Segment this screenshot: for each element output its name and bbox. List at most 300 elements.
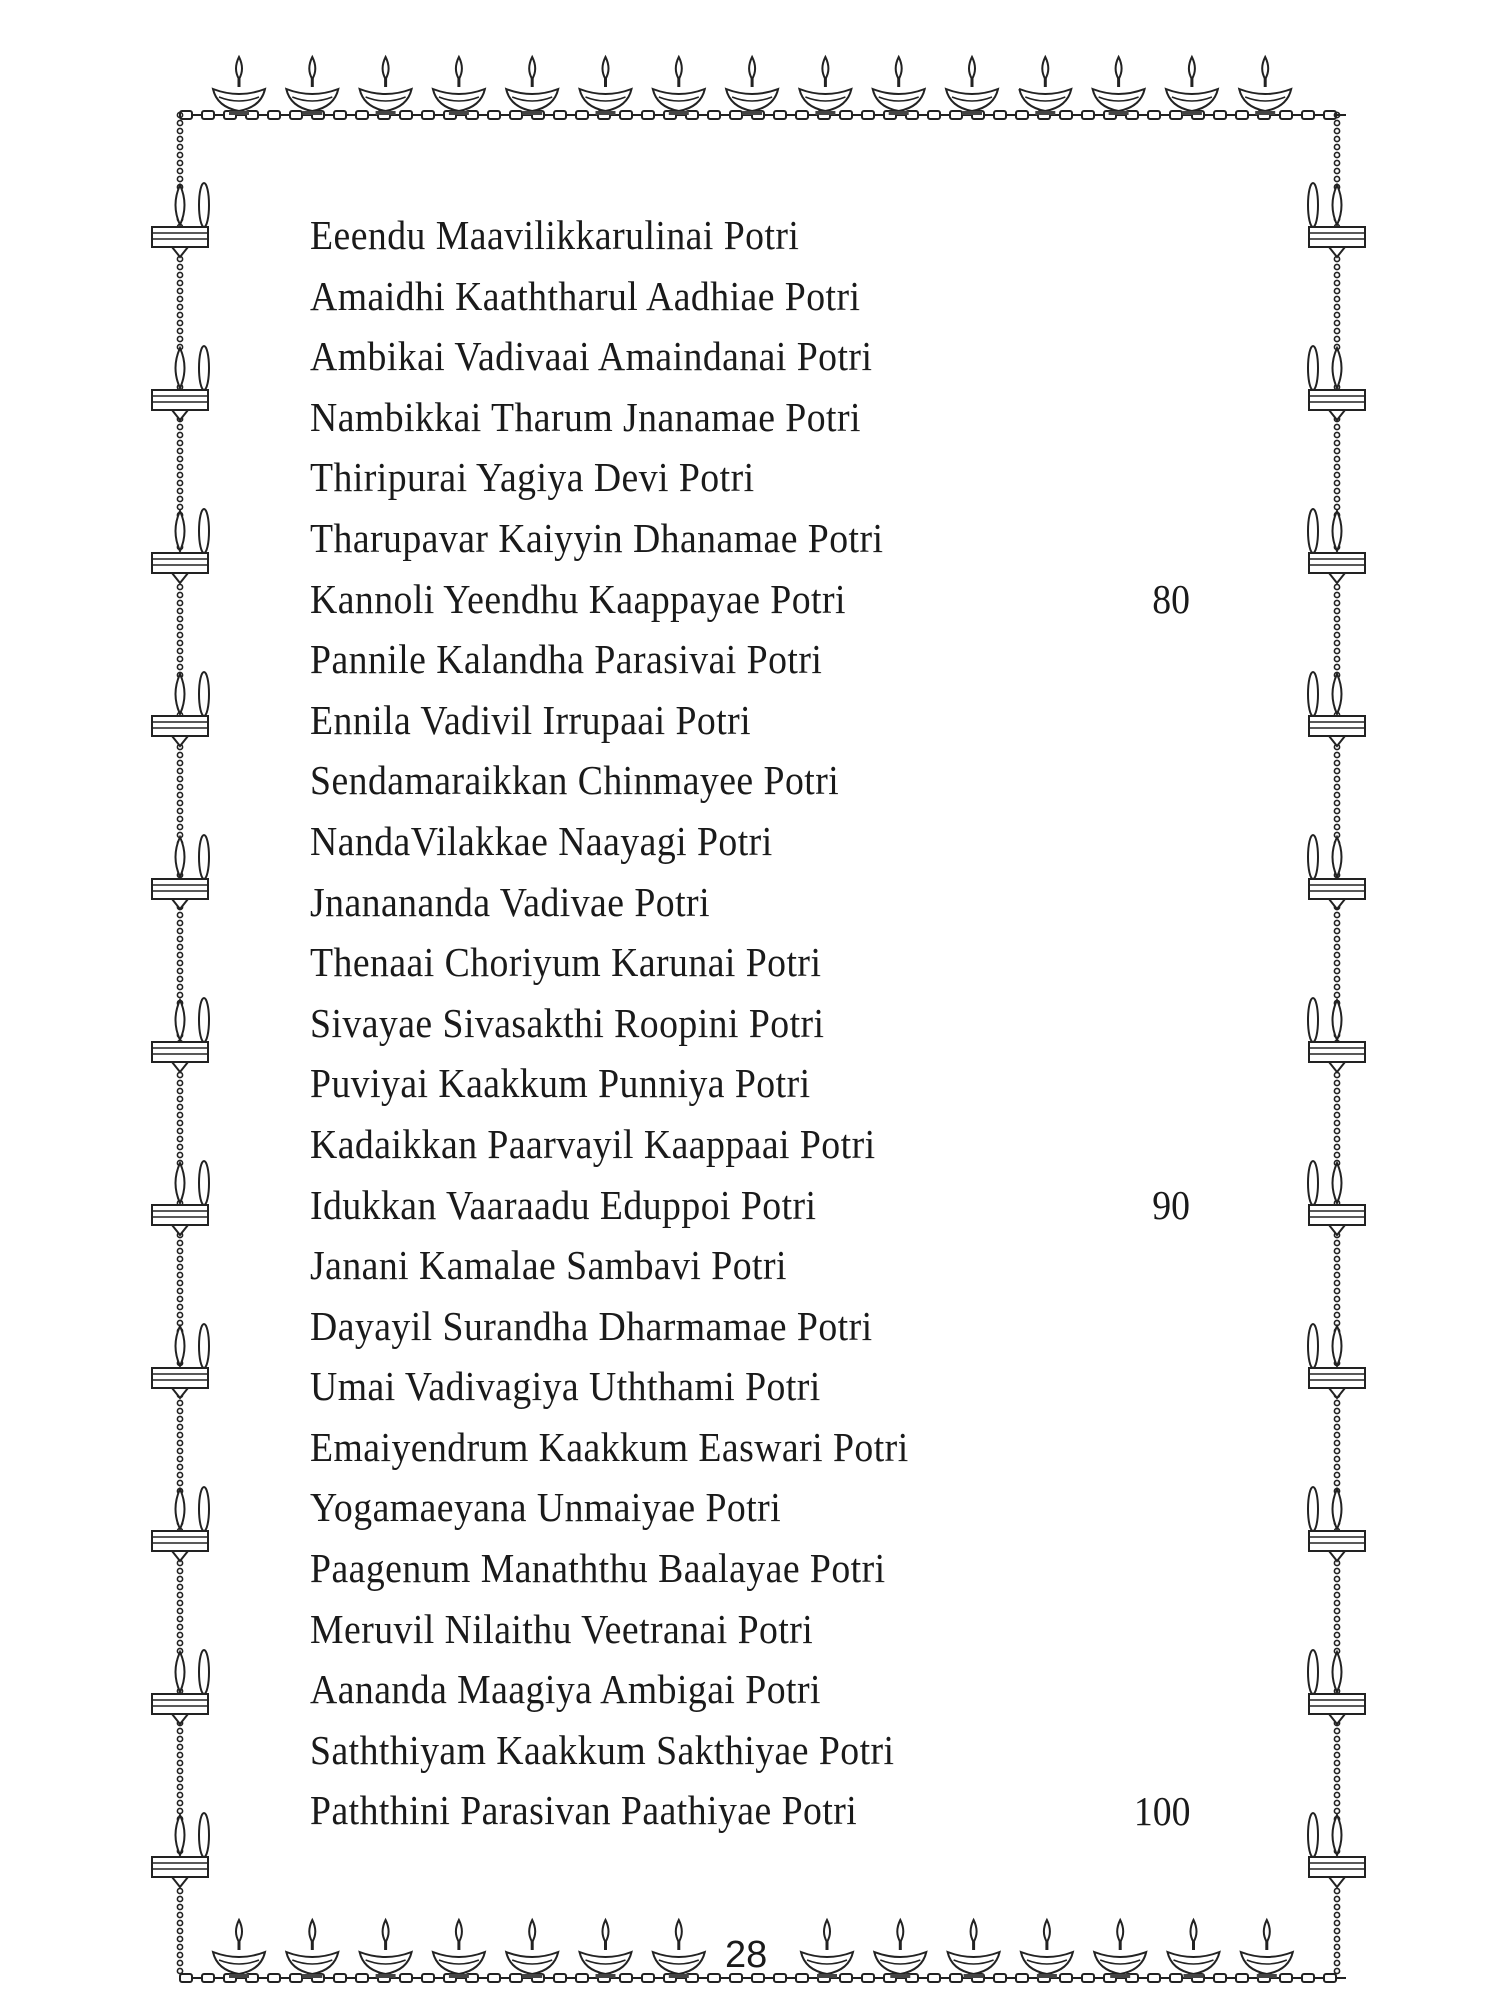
chain-link: [1334, 1424, 1339, 1429]
oil-lamp-icon: [506, 1920, 558, 1978]
chain-link: [177, 280, 182, 285]
chain-link: [177, 1456, 182, 1461]
chain-link: [1334, 1920, 1339, 1925]
chain-link: [177, 648, 182, 653]
chain-link: [177, 1936, 182, 1941]
verse-line: [310, 1356, 1138, 1417]
chain-link: [177, 128, 182, 133]
chain-link: [177, 1568, 182, 1573]
chain-link: [177, 664, 182, 669]
verse-line: [310, 932, 1138, 993]
chain-link: [1334, 1440, 1339, 1445]
chain-link: [576, 1974, 588, 1982]
chain-link: [1334, 424, 1339, 429]
chain-link: [177, 1736, 182, 1741]
hanging-lamp-icon: [1308, 183, 1365, 257]
verse-text: Ambikai Vadivaai Amaindanai Potri: [310, 333, 873, 380]
chain-link: [1334, 288, 1339, 293]
chain-link: [177, 456, 182, 461]
chain-link: [177, 120, 182, 125]
chain-link: [1334, 1416, 1339, 1421]
chain-link: [1334, 664, 1339, 669]
verse-line: [310, 1235, 1138, 1296]
hanging-lamp-icon: [1308, 835, 1365, 909]
chain-link: [177, 1728, 182, 1733]
chain-link: [1334, 1088, 1339, 1093]
chain-link: [177, 1120, 182, 1125]
chain-link: [862, 111, 874, 119]
chain-link: [177, 1576, 182, 1581]
oil-lamp-icon: [506, 57, 558, 115]
chain-link: [177, 1896, 182, 1901]
chain-link: [730, 111, 742, 119]
chain-link: [177, 1608, 182, 1613]
chain-link: [177, 1264, 182, 1269]
verse-text: Thiripurai Yagiya Devi Potri: [310, 454, 755, 501]
chain-link: [1334, 624, 1339, 629]
verse-text: Janani Kamalae Sambavi Potri: [310, 1242, 787, 1289]
chain-link: [177, 1112, 182, 1117]
chain-link: [1334, 128, 1339, 133]
chain-link: [1334, 152, 1339, 157]
chain-link: [177, 264, 182, 269]
oil-lamp-icon: [286, 57, 338, 115]
chain-link: [177, 992, 182, 997]
chain-link: [1334, 1768, 1339, 1773]
oil-lamp-icon: [213, 1920, 265, 1978]
chain-link: [177, 1248, 182, 1253]
oil-lamp-icon: [1241, 1920, 1293, 1978]
chain-link: [177, 776, 182, 781]
chain-link: [177, 808, 182, 813]
verse-line: [310, 1114, 1138, 1175]
chain-link: [1334, 912, 1339, 917]
page-number: 28: [725, 1934, 768, 1976]
verse-line: [310, 750, 1138, 811]
chain-link: [1334, 608, 1339, 613]
chain-link: [642, 111, 654, 119]
chain-link: [1334, 1592, 1339, 1597]
chain-link: [177, 1136, 182, 1141]
verse-text: Paagenum Manaththu Baalayae Potri: [310, 1545, 886, 1592]
verse-text: Dayayil Surandha Dharmamae Potri: [310, 1302, 873, 1349]
hanging-lamp-icon: [1308, 1161, 1365, 1235]
chain-link: [1334, 1632, 1339, 1637]
verse-text: Eeendu Maavilikkarulinai Potri: [310, 212, 800, 258]
hanging-lamp-icon: [1308, 998, 1365, 1072]
chain-link: [928, 111, 940, 119]
chain-link: [796, 1974, 808, 1982]
chain-link: [1334, 1640, 1339, 1645]
chain-link: [1060, 1974, 1072, 1982]
chain-link: [1334, 304, 1339, 309]
chain-link: [177, 1600, 182, 1605]
chain-link: [1334, 1432, 1339, 1437]
chain-link: [177, 1416, 182, 1421]
verse-line: [310, 629, 1138, 690]
chain-link: [1334, 272, 1339, 277]
chain-link: [840, 111, 852, 119]
chain-link: [177, 1288, 182, 1293]
chain-link: [488, 111, 500, 119]
verse-text: Pannile Kalandha Parasivai Potri: [310, 636, 823, 683]
chain-link: [1334, 1944, 1339, 1949]
chain-link: [1334, 1448, 1339, 1453]
chain-link: [1280, 111, 1292, 119]
chain-link: [177, 1904, 182, 1909]
chain-link: [1334, 1888, 1339, 1893]
chain-link: [177, 1584, 182, 1589]
oil-lamp-icon: [433, 57, 485, 115]
chain-link: [774, 1974, 786, 1982]
chain-link: [177, 984, 182, 989]
chain-link: [177, 608, 182, 613]
chain-link: [1334, 1080, 1339, 1085]
chain-link: [1334, 472, 1339, 477]
chain-link: [1334, 1896, 1339, 1901]
chain-link: [1334, 1752, 1339, 1757]
chain-link: [177, 1408, 182, 1413]
oil-lamp-icon: [286, 1920, 338, 1978]
chain-link: [1334, 312, 1339, 317]
chain-link: [1334, 616, 1339, 621]
chain-link: [177, 464, 182, 469]
chain-link: [1334, 136, 1339, 141]
chain-link: [177, 1616, 182, 1621]
chain-link: [177, 488, 182, 493]
verse-line: [310, 1720, 1138, 1781]
chain-link: [1334, 824, 1339, 829]
verse-text: Meruvil Nilaithu Veetranai Potri: [310, 1605, 814, 1652]
chain-link: [177, 624, 182, 629]
chain-link: [642, 1974, 654, 1982]
chain-link: [177, 784, 182, 789]
chain-link: [177, 1952, 182, 1957]
chain-link: [177, 816, 182, 821]
chain-link: [177, 1280, 182, 1285]
chain-link: [1334, 320, 1339, 325]
verse-text: Saththiyam Kaakkum Sakthiyae Potri: [310, 1726, 895, 1773]
chain-link: [1334, 1272, 1339, 1277]
chain-link: [177, 1128, 182, 1133]
chain-link: [177, 448, 182, 453]
chain-link: [1334, 440, 1339, 445]
chain-link: [177, 1256, 182, 1261]
hanging-lamp-icon: [152, 346, 209, 420]
chain-link: [1334, 336, 1339, 341]
verse-text: Sendamaraikkan Chinmayee Potri: [310, 757, 840, 804]
chain-link: [177, 1096, 182, 1101]
chain-link: [1334, 584, 1339, 589]
hanging-lamp-icon: [152, 1487, 209, 1561]
chain-link: [177, 1080, 182, 1085]
chain-link: [1082, 1974, 1094, 1982]
chain-link: [1334, 432, 1339, 437]
hanging-lamp-icon: [1308, 346, 1365, 420]
chain-link: [177, 1432, 182, 1437]
chain-link: [177, 312, 182, 317]
chain-link: [1334, 1600, 1339, 1605]
chain-link: [177, 920, 182, 925]
chain-link: [177, 1240, 182, 1245]
chain-link: [177, 320, 182, 325]
chain-link: [1334, 992, 1339, 997]
chain-link: [1060, 111, 1072, 119]
chain-link: [177, 1152, 182, 1157]
chain-link: [1334, 1760, 1339, 1765]
chain-link: [177, 1304, 182, 1309]
chain-link: [334, 1974, 346, 1982]
chain-link: [177, 960, 182, 965]
chain-link: [1334, 1584, 1339, 1589]
chain-link: [554, 111, 566, 119]
chain-link: [1236, 111, 1248, 119]
chain-link: [1334, 1240, 1339, 1245]
chain-link: [1334, 1800, 1339, 1805]
verse-text: Umai Vadivagiya Uththami Potri: [310, 1363, 821, 1410]
chain-link: [177, 592, 182, 597]
chain-link: [1334, 1792, 1339, 1797]
chain-link: [177, 1912, 182, 1917]
chain-link: [1334, 768, 1339, 773]
chain-link: [1334, 1144, 1339, 1149]
chain-link: [1334, 632, 1339, 637]
verse-text: Sivayae Sivasakthi Roopini Potri: [310, 999, 825, 1046]
verse-line: [310, 690, 1138, 751]
oil-lamp-icon: [1166, 57, 1218, 115]
chain-link: [1334, 1408, 1339, 1413]
chain-link: [1334, 1264, 1339, 1269]
chain-link: [177, 472, 182, 477]
chain-link: [774, 111, 786, 119]
chain-link: [1334, 1904, 1339, 1909]
chain-link: [1334, 1400, 1339, 1405]
chain-link: [928, 1974, 940, 1982]
chain-link: [1334, 1456, 1339, 1461]
chain-link: [1334, 1104, 1339, 1109]
chain-link: [1334, 1472, 1339, 1477]
oil-lamp-icon: [360, 57, 412, 115]
verse-line: [310, 1053, 1138, 1114]
verse-line: [310, 447, 1138, 508]
chain-link: [268, 111, 280, 119]
oil-lamp-icon: [653, 57, 705, 115]
verse-count-number: 100: [1133, 1787, 1190, 1834]
chain-link: [1334, 656, 1339, 661]
chain-link: [1334, 160, 1339, 165]
chain-link: [1334, 1136, 1339, 1141]
chain-link: [177, 1272, 182, 1277]
chain-link: [177, 1760, 182, 1765]
chain-link: [950, 111, 962, 119]
chain-link: [1334, 600, 1339, 605]
verse-text: Thenaai Choriyum Karunai Potri: [310, 939, 822, 986]
chain-link: [177, 288, 182, 293]
chain-link: [177, 1792, 182, 1797]
chain-link: [708, 111, 720, 119]
hanging-lamp-icon: [1308, 672, 1365, 746]
verse-list: [310, 205, 1210, 1841]
chain-link: [1280, 1974, 1292, 1982]
chain-link: [1334, 1624, 1339, 1629]
verse-text: Paththini Parasivan Paathiyae Potri: [310, 1787, 858, 1834]
chain-link: [202, 111, 214, 119]
chain-link: [1236, 1974, 1248, 1982]
chain-link: [177, 752, 182, 757]
chain-link: [1334, 1784, 1339, 1789]
chain-link: [1334, 792, 1339, 797]
chain-link: [177, 1472, 182, 1477]
chain-link: [177, 432, 182, 437]
chain-link: [177, 496, 182, 501]
chain-link: [1334, 648, 1339, 653]
verse-text: Jnanananda Vadivae Potri: [310, 878, 711, 925]
chain-link: [1334, 280, 1339, 285]
chain-link: [177, 656, 182, 661]
hanging-lamp-icon: [152, 1161, 209, 1235]
verse-line: [310, 569, 1138, 630]
chain-link: [422, 1974, 434, 1982]
oil-lamp-icon: [873, 57, 925, 115]
chain-link: [1334, 1968, 1339, 1973]
oil-lamp-icon: [360, 1920, 412, 1978]
chain-link: [1334, 1120, 1339, 1125]
chain-link: [177, 1640, 182, 1645]
verse-line: [310, 1477, 1138, 1538]
verse-line: [310, 1538, 1138, 1599]
chain-link: [554, 1974, 566, 1982]
chain-link: [177, 1960, 182, 1965]
chain-link: [1334, 120, 1339, 125]
chain-link: [177, 1784, 182, 1789]
chain-link: [177, 1928, 182, 1933]
oil-lamp-icon: [726, 57, 778, 115]
chain-link: [202, 1974, 214, 1982]
chain-link: [708, 1974, 720, 1982]
chain-link: [1334, 1736, 1339, 1741]
chain-link: [994, 111, 1006, 119]
chain-link: [1148, 111, 1160, 119]
chain-link: [177, 1768, 182, 1773]
oil-lamp-icon: [653, 1920, 705, 1978]
oil-lamp-icon: [1093, 57, 1145, 115]
hanging-lamp-icon: [152, 835, 209, 909]
chain-link: [1334, 168, 1339, 173]
chain-link: [177, 944, 182, 949]
chain-link: [177, 1776, 182, 1781]
chain-link: [1334, 1152, 1339, 1157]
chain-link: [1334, 1096, 1339, 1101]
chain-link: [1334, 1616, 1339, 1621]
oil-lamp-icon: [1019, 57, 1071, 115]
chain-link: [1170, 111, 1182, 119]
chain-link: [356, 111, 368, 119]
chain-link: [1082, 111, 1094, 119]
hanging-lamp-icon: [152, 1650, 209, 1724]
chain-link: [1334, 640, 1339, 645]
verse-line: [310, 326, 1138, 387]
chain-link: [177, 1744, 182, 1749]
chain-link: [177, 792, 182, 797]
hanging-lamp-icon: [152, 183, 209, 257]
hanging-lamp-icon: [152, 1324, 209, 1398]
chain-link: [488, 1974, 500, 1982]
hanging-lamp-icon: [1308, 1650, 1365, 1724]
chain-link: [1302, 111, 1314, 119]
chain-link: [1334, 448, 1339, 453]
oil-lamp-icon: [948, 1920, 1000, 1978]
chain-link: [1334, 144, 1339, 149]
chain-link: [180, 1974, 192, 1982]
chain-link: [1334, 264, 1339, 269]
chain-link: [177, 328, 182, 333]
chain-link: [1334, 944, 1339, 949]
chain-link: [1334, 1464, 1339, 1469]
chain-link: [177, 800, 182, 805]
chain-link: [177, 136, 182, 141]
verse-line: [310, 1599, 1138, 1660]
chain-link: [1334, 1576, 1339, 1581]
chain-link: [177, 912, 182, 917]
hanging-lamp-icon: [152, 1813, 209, 1887]
chain-link: [510, 1974, 522, 1982]
chain-link: [1148, 1974, 1160, 1982]
chain-link: [177, 760, 182, 765]
oil-lamp-icon: [1239, 57, 1291, 115]
oil-lamp-icon: [580, 1920, 632, 1978]
chain-link: [1334, 1112, 1339, 1117]
chain-link: [177, 1800, 182, 1805]
chain-link: [177, 768, 182, 773]
chain-link: [177, 584, 182, 589]
chain-link: [177, 152, 182, 157]
verse-text: Nambikkai Tharum Jnanamae Potri: [310, 393, 861, 440]
verse-line: [310, 811, 1138, 872]
chain-link: [1334, 808, 1339, 813]
chain-link: [1334, 1296, 1339, 1301]
oil-lamp-icon: [801, 1920, 853, 1978]
chain-link: [1334, 776, 1339, 781]
chain-link: [1334, 176, 1339, 181]
chain-link: [290, 111, 302, 119]
chain-link: [862, 1974, 874, 1982]
chain-link: [177, 1296, 182, 1301]
chain-link: [177, 1440, 182, 1445]
verse-text: Kannoli Yeendhu Kaappayae Potri: [310, 575, 846, 622]
oil-lamp-icon: [433, 1920, 485, 1978]
chain-link: [177, 616, 182, 621]
chain-link: [1334, 1952, 1339, 1957]
verse-text: Idukkan Vaaraadu Eduppoi Potri: [310, 1181, 817, 1228]
verse-line: [310, 872, 1138, 933]
chain-link: [177, 968, 182, 973]
chain-link: [177, 480, 182, 485]
chain-link: [1334, 480, 1339, 485]
chain-link: [177, 1480, 182, 1485]
hanging-lamp-icon: [1308, 1487, 1365, 1561]
chain-link: [1324, 1974, 1336, 1982]
chain-link: [177, 928, 182, 933]
chain-link: [796, 111, 808, 119]
chain-link: [177, 1400, 182, 1405]
oil-lamp-icon: [799, 57, 851, 115]
verse-line: [310, 1659, 1138, 1720]
verse-text: Kadaikkan Paarvayil Kaappaai Potri: [310, 1120, 876, 1167]
oil-lamp-icon: [874, 1920, 926, 1978]
chain-link: [1334, 960, 1339, 965]
chain-link: [177, 1888, 182, 1893]
verse-text: Puviyai Kaakkum Punniya Potri: [310, 1060, 811, 1107]
